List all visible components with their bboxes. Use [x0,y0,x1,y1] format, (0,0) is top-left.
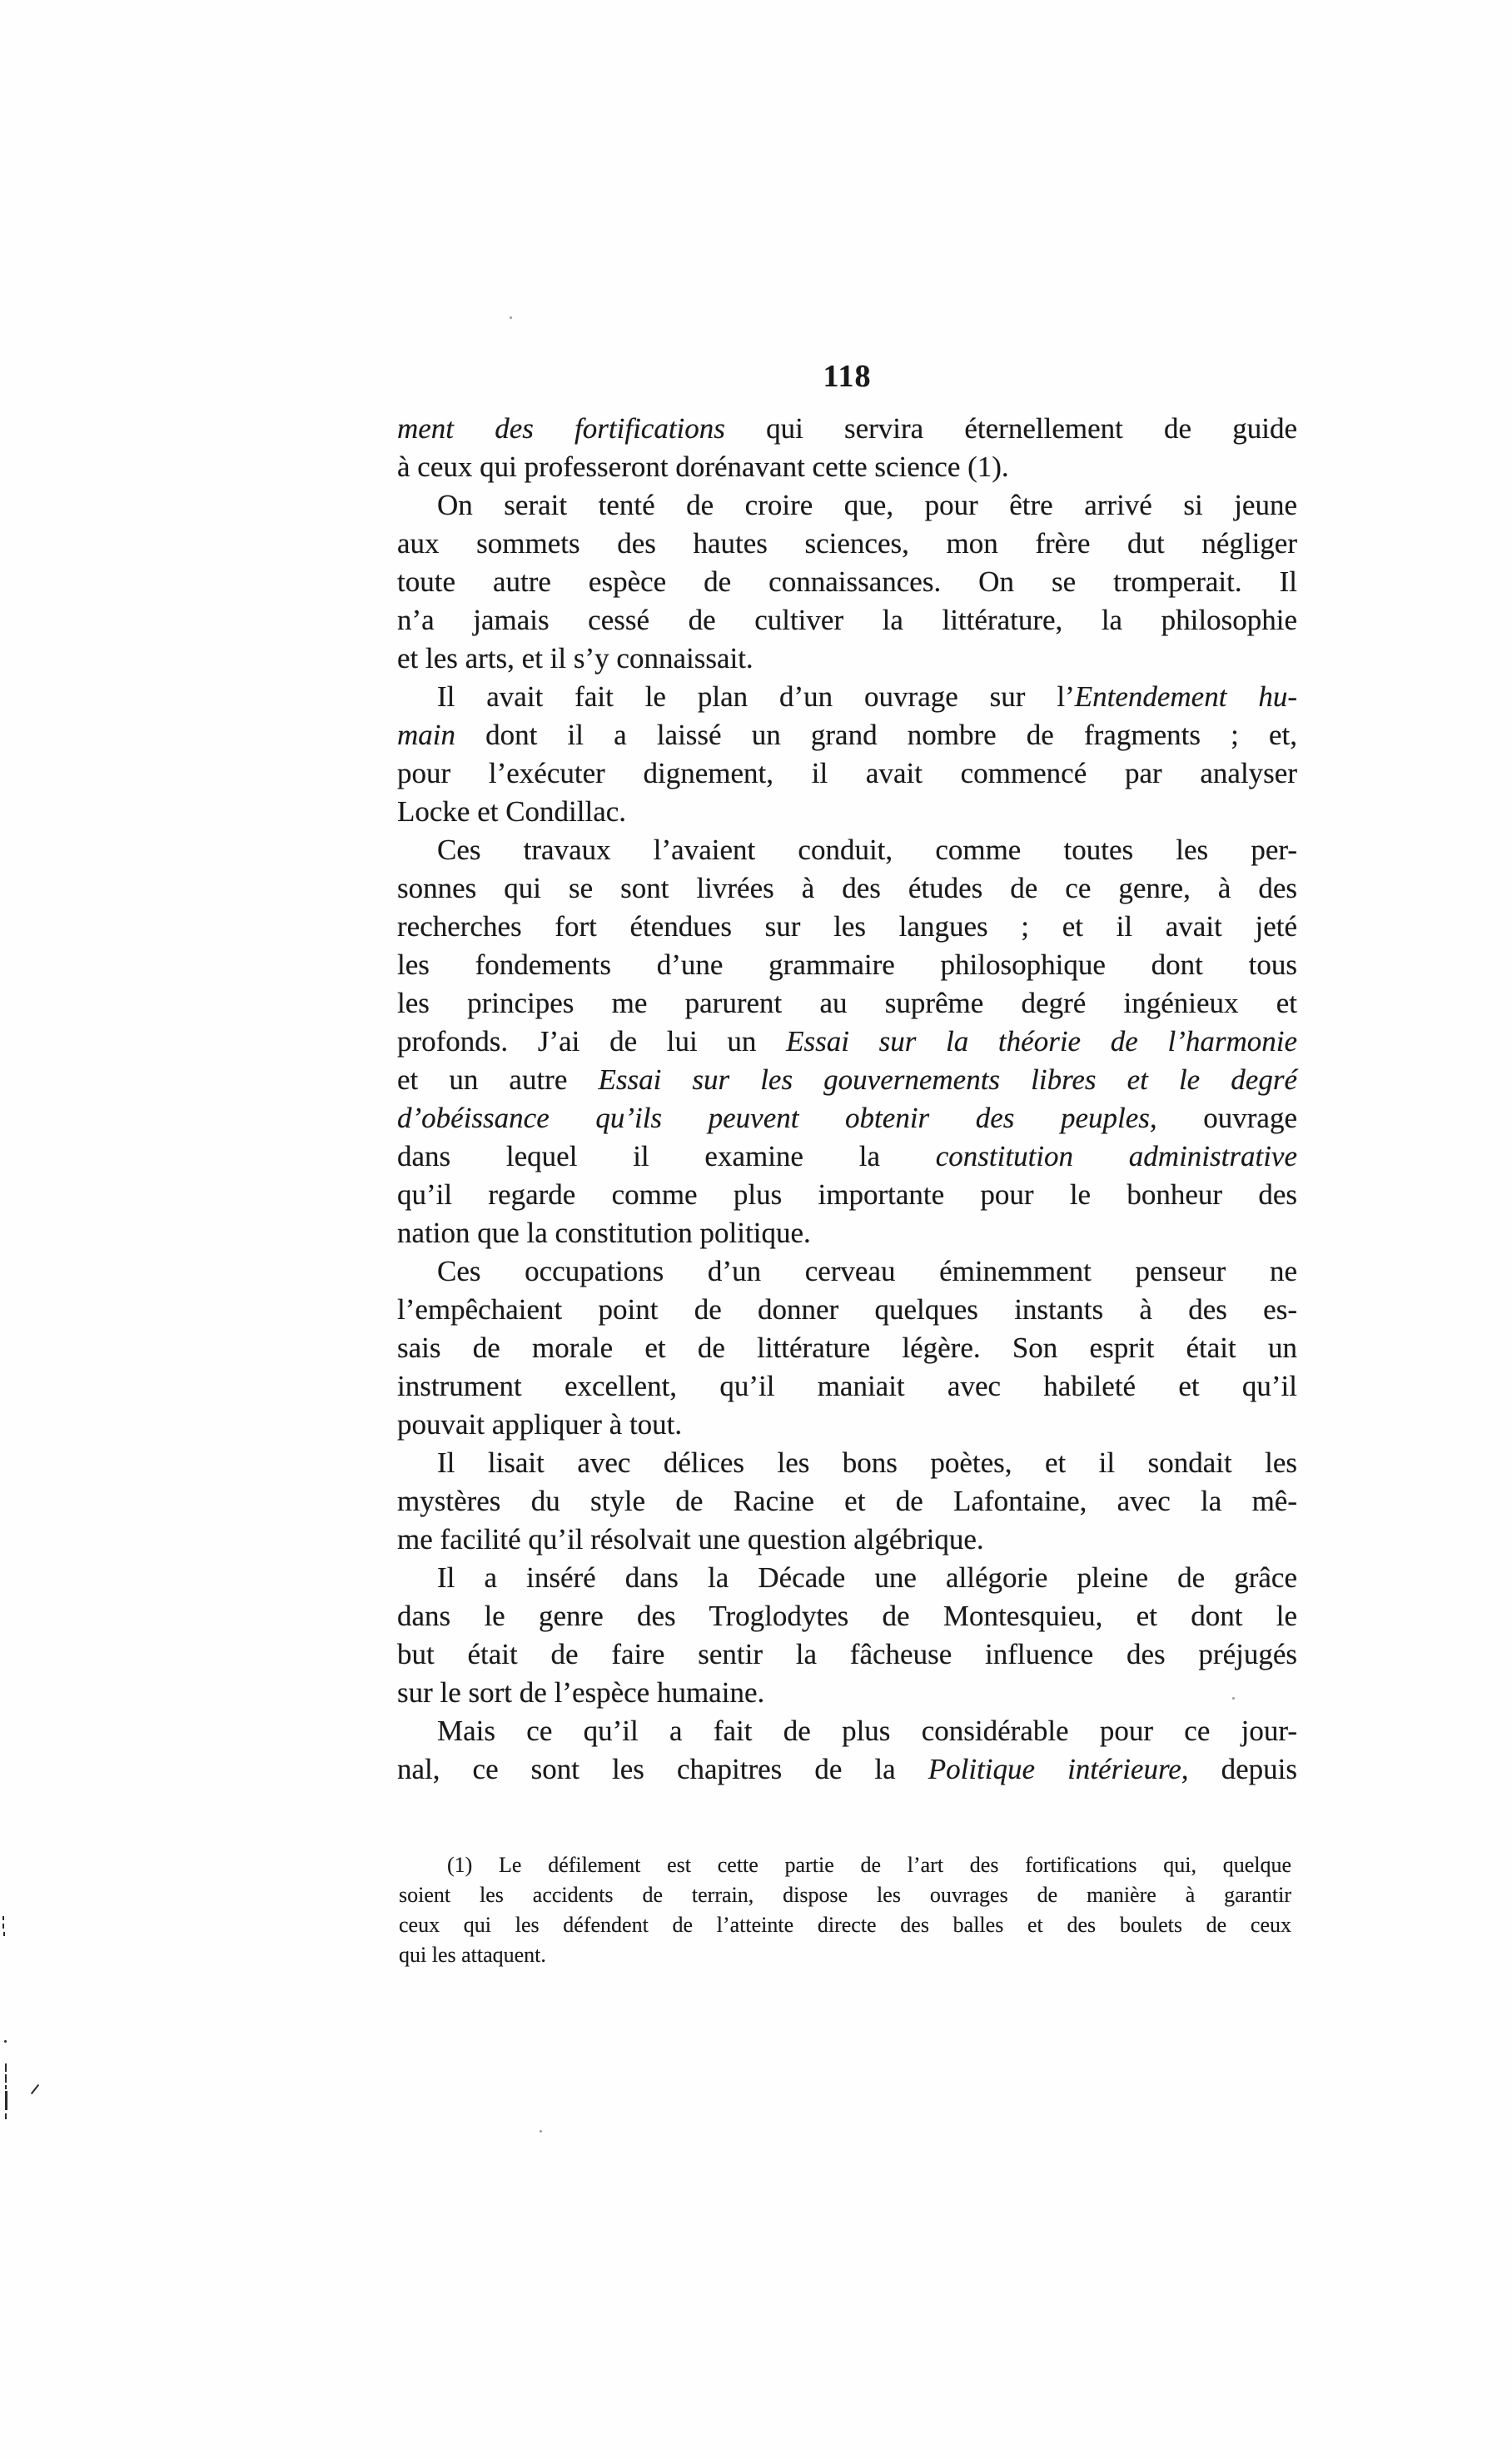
text-segment: l’empêchaient point de donner quelques instants à des es- [397,1293,1297,1326]
body-text-block [397,410,1297,1789]
text-line [397,946,1297,984]
text-line [397,678,1297,716]
footnote-block [399,1850,1291,1970]
text-segment: Ces travaux l’avaient conduit, comme toutes les per- [437,834,1297,866]
text-segment: recherches fort étendues sur les langues ; et il avait jeté [397,910,1297,943]
text-line [397,1712,1297,1750]
scan-artifact [2,1924,4,1929]
text-segment: mystères du style de Racine et de Lafontaine, avec la mê- [397,1485,1297,1517]
text-line [397,1750,1297,1789]
text-segment: instrument excellent, qu’il maniait avec habileté et qu’il [397,1370,1297,1402]
text-line [397,1291,1297,1329]
scan-artifact [4,2040,7,2043]
text-segment: n’a jamais cessé de cultiver la littérature, la philosophie [397,604,1297,636]
text-line [397,410,1297,448]
text-line [397,793,1297,831]
text-segment: sonnes qui se sont livrées à des études de ce genre, à des [397,872,1297,904]
text-segment: dans le genre des Troglodytes de Montesquieu, et dont le [397,1600,1297,1632]
text-line [397,1597,1297,1635]
scan-artifact [540,2130,542,2133]
text-segment: les fondements d’une grammaire philosophique dont tous [397,948,1297,981]
text-line [397,1559,1297,1597]
text-line [397,1674,1297,1712]
text-segment: pouvait appliquer à tout. [397,1408,683,1441]
text-line [397,1482,1297,1521]
text-line [397,1214,1297,1252]
scan-artifact [5,2074,7,2083]
scan-artifact [5,2113,7,2119]
text-segment: qui les attaquent. [399,1943,546,1967]
text-segment: profonds. J’ai de lui un [397,1025,787,1058]
text-segment: me facilité qu’il résolvait une question algébrique. [397,1523,984,1556]
italic-text-segment: d’obéissance qu’ils peuvent obtenir des peuples, [397,1102,1157,1134]
text-line [397,1444,1297,1482]
text-segment: On serait tenté de croire que, pour être arrivé si jeune [437,489,1297,521]
text-line [397,640,1297,678]
text-line [399,1880,1291,1910]
text-segment: Il a inséré dans la Décade une allégorie pleine de grâce [437,1561,1297,1594]
text-line [397,1099,1297,1137]
text-line [397,1023,1297,1061]
text-line [397,1137,1297,1176]
italic-text-segment: main [397,719,455,751]
scan-artifact [1232,1697,1235,1700]
text-segment: et les arts, et il s’y connaissait. [397,642,754,674]
text-segment: qu’il regarde comme plus importante pour le bonheur des [397,1178,1297,1211]
text-line [397,716,1297,754]
italic-text-segment: Essai sur la théorie de l’harmonie [786,1025,1297,1058]
text-line [397,1176,1297,1214]
scan-artifact [510,316,512,319]
text-segment: et un autre [397,1063,599,1096]
text-line [397,1252,1297,1291]
text-line [399,1910,1291,1940]
text-line [397,1406,1297,1444]
text-line [397,1635,1297,1674]
scan-artifact [2,1916,4,1920]
text-line [399,1850,1291,1880]
scan-artifact [31,2084,39,2094]
text-line [397,448,1297,486]
text-line [397,525,1297,563]
page-number: 118 [823,359,872,394]
text-segment: nation que la constitution politique. [397,1217,811,1249]
text-line [397,601,1297,640]
italic-text-segment: Politique intérieure, [928,1753,1189,1785]
text-line [397,1367,1297,1406]
text-segment: Locke et Condillac. [397,795,627,828]
text-segment: nal, ce sont les chapitres de la [397,1753,928,1785]
text-segment: depuis [1188,1753,1297,1785]
italic-text-segment: Essai sur les gouvernements libres et le degré [598,1063,1297,1096]
italic-text-segment: ment des fortifications [397,412,725,445]
text-line [397,1329,1297,1367]
italic-text-segment: Entendement hu- [1074,680,1297,713]
text-segment: dont il a laissé un grand nombre de fragments ; et, [455,719,1297,751]
text-segment: (1) Le défilement est cette partie de l’art des fortifications qui, quelque [447,1853,1291,1877]
text-segment: Ces occupations d’un cerveau éminemment penseur ne [437,1255,1297,1287]
text-line [397,1521,1297,1559]
scan-artifact [5,2091,7,2110]
text-line [397,1061,1297,1099]
text-line [399,1940,1291,1970]
text-segment: Il lisait avec délices les bons poètes, et il sondait les [437,1446,1297,1479]
text-line [397,754,1297,793]
italic-text-segment: constitution administrative [935,1140,1297,1172]
text-segment: les principes me parurent au suprême degré ingénieux et [397,987,1297,1019]
text-segment: pour l’exécuter dignement, il avait commencé par analyser [397,757,1297,789]
text-line [397,563,1297,601]
scan-artifact [5,2085,7,2089]
scan-artifact [5,2063,7,2072]
text-segment: Il avait fait le plan d’un ouvrage sur l’ [437,680,1075,713]
text-segment: toute autre espèce de connaissances. On se tromperait. Il [397,565,1297,598]
text-segment: ouvrage [1156,1102,1297,1134]
text-segment: sur le sort de l’espèce humaine. [397,1676,765,1709]
text-segment: à ceux qui professeront dorénavant cette science (1). [397,450,1009,483]
text-line [397,831,1297,869]
text-line [397,984,1297,1023]
text-segment: ceux qui les défendent de l’atteinte directe des balles et des boulets de ceux [399,1913,1291,1937]
text-segment: Mais ce qu’il a fait de plus considérable pour ce jour- [437,1715,1297,1747]
text-segment: sais de morale et de littérature légère. Son esprit était un [397,1332,1297,1364]
text-line [397,908,1297,946]
text-line [397,869,1297,908]
scan-artifact [3,1932,5,1936]
text-segment: dans lequel il examine la [397,1140,936,1172]
text-segment: qui servira éternellement de guide [724,412,1297,445]
text-segment: aux sommets des hautes sciences, mon frère dut négliger [397,527,1297,560]
text-segment: soient les accidents de terrain, dispose les ouvrages de manière à garantir [399,1883,1291,1907]
text-segment: but était de faire sentir la fâcheuse influence des préjugés [397,1638,1297,1670]
text-line [397,486,1297,525]
